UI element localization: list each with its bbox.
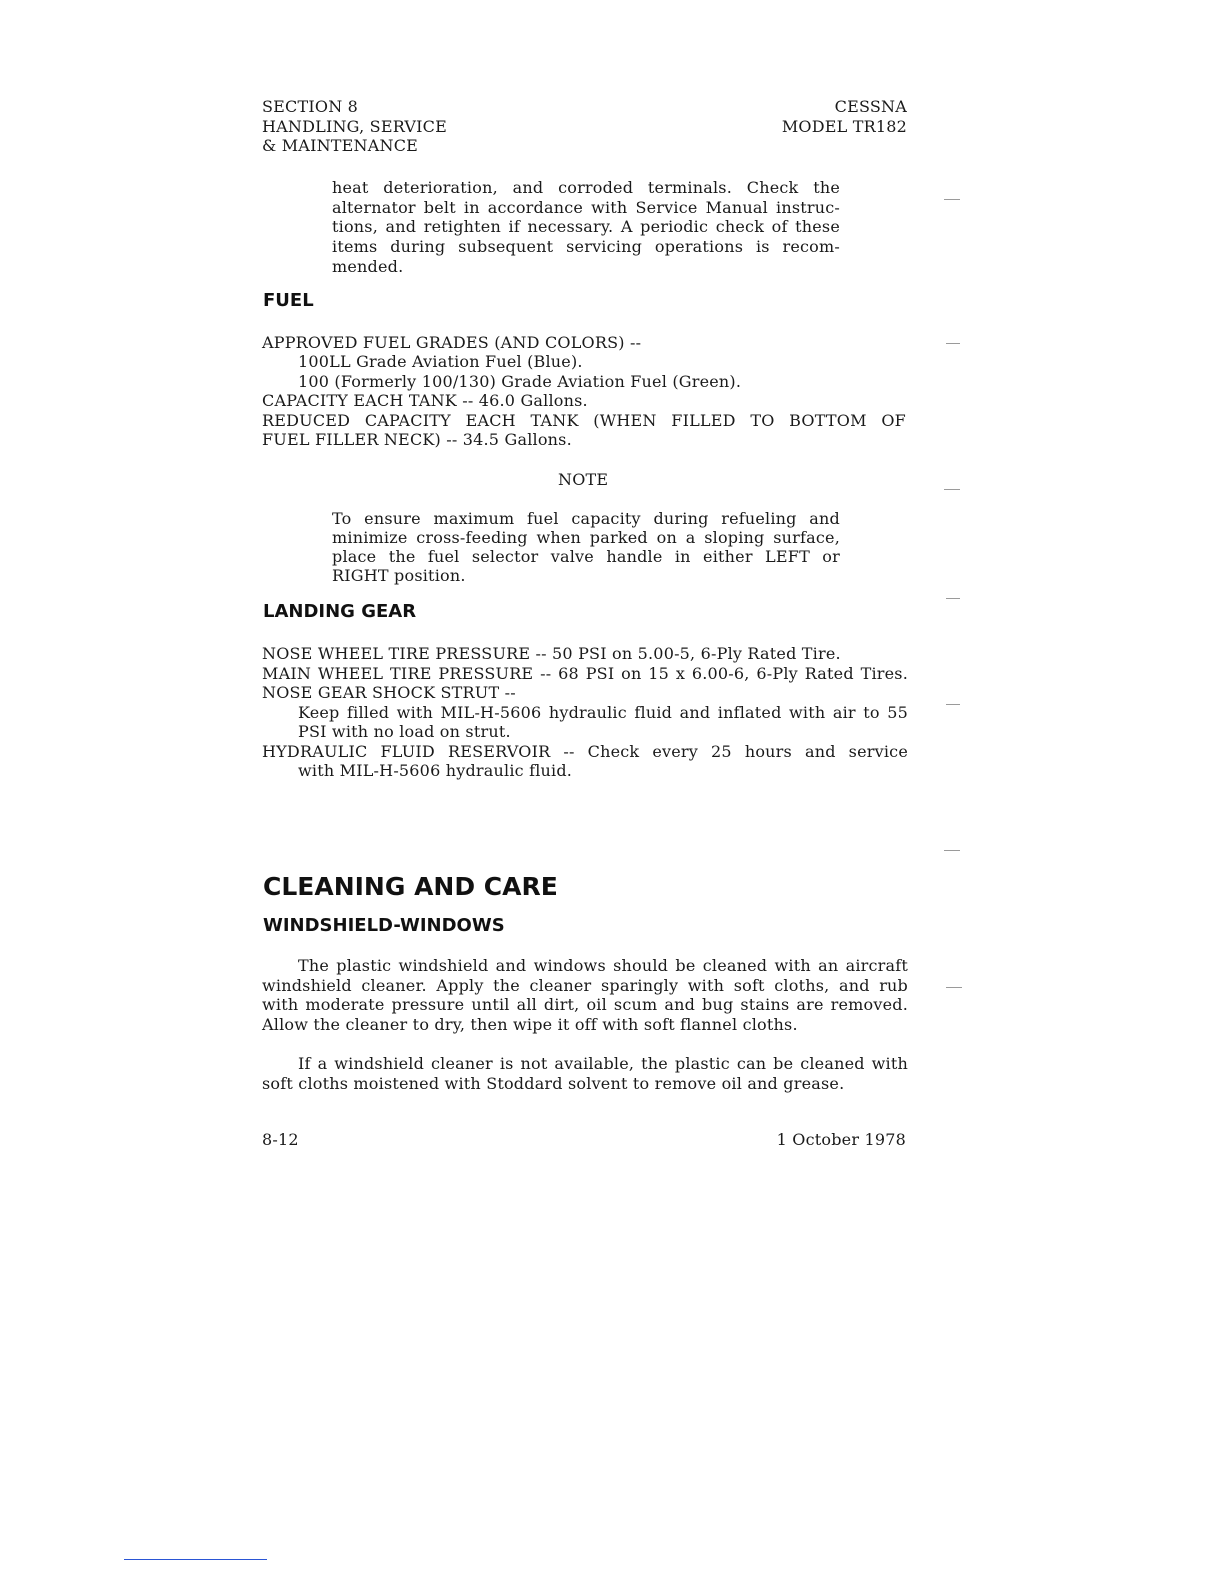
note-line: To ensure maximum fuel capacity during refueling and — [332, 509, 840, 528]
landing-gear-heading: LANDING GEAR — [263, 601, 417, 622]
header-manufacturer: CESSNA — [834, 97, 907, 116]
hydraulic-reservoir-cont: with MIL-H-5606 hydraulic fluid. — [298, 761, 573, 780]
nose-gear-strut-label: NOSE GEAR SHOCK STRUT -- — [262, 683, 516, 702]
intro-line: mended. — [332, 257, 404, 276]
cleaning-para1-line: The plastic windshield and windows should be cleaned with an aircraft — [298, 956, 908, 975]
fuel-capacity: CAPACITY EACH TANK -- 46.0 Gallons. — [262, 391, 588, 410]
intro-line: items during subsequent servicing operations is recom- — [332, 237, 840, 256]
page-number: 8-12 — [262, 1130, 299, 1149]
note-line: RIGHT position. — [332, 566, 466, 585]
windshield-subheading: WINDSHIELD-WINDOWS — [263, 915, 505, 936]
fuel-reduced-capacity: REDUCED CAPACITY EACH TANK (WHEN FILLED TO BOTTOM OF — [262, 411, 906, 430]
fuel-grades-label: APPROVED FUEL GRADES (AND COLORS) -- — [262, 333, 642, 352]
note-line: place the fuel selector valve handle in either LEFT or — [332, 547, 840, 566]
header-model: MODEL TR182 — [781, 117, 907, 136]
fuel-grade-item: 100LL Grade Aviation Fuel (Blue). — [298, 352, 583, 371]
margin-tick-mark — [944, 199, 960, 200]
footer-date: 1 October 1978 — [776, 1130, 906, 1149]
note-line: minimize cross-feeding when parked on a sloping surface, — [332, 528, 840, 547]
header-section-title: HANDLING, SERVICE — [262, 117, 447, 136]
nose-gear-strut-instructions-cont: PSI with no load on strut. — [298, 722, 511, 741]
fuel-grade-item: 100 (Formerly 100/130) Grade Aviation Fuel (Green). — [298, 372, 742, 391]
fuel-reduced-capacity-cont: FUEL FILLER NECK) -- 34.5 Gallons. — [262, 430, 572, 449]
cleaning-heading: CLEANING AND CARE — [263, 872, 558, 901]
header-section-subtitle: & MAINTENANCE — [262, 136, 419, 155]
cleaning-para1-line: Allow the cleaner to dry, then wipe it off with soft flannel cloths. — [262, 1015, 798, 1034]
margin-tick-mark — [946, 987, 962, 988]
cleaning-para2-line: If a windshield cleaner is not available, the plastic can be cleaned with — [298, 1054, 908, 1073]
fuel-heading: FUEL — [263, 290, 314, 311]
cleaning-para1-line: with moderate pressure until all dirt, oil scum and bug stains are removed. — [262, 995, 908, 1014]
nose-wheel-pressure: NOSE WHEEL TIRE PRESSURE -- 50 PSI on 5.00-5, 6-Ply Rated Tire. — [262, 644, 841, 663]
margin-tick-mark — [944, 850, 960, 851]
nose-gear-strut-instructions: Keep filled with MIL-H-5606 hydraulic fluid and inflated with air to 55 — [298, 703, 908, 722]
margin-tick-mark — [944, 489, 960, 490]
bottom-link-underline — [124, 1559, 267, 1560]
main-wheel-pressure: MAIN WHEEL TIRE PRESSURE -- 68 PSI on 15 x 6.00-6, 6-Ply Rated Tires. — [262, 664, 908, 683]
hydraulic-reservoir: HYDRAULIC FLUID RESERVOIR -- Check every 25 hours and service — [262, 742, 908, 761]
margin-tick-mark — [946, 343, 960, 344]
intro-line: alternator belt in accordance with Service Manual instruc- — [332, 198, 840, 217]
cleaning-para2-line: soft cloths moistened with Stoddard solvent to remove oil and grease. — [262, 1074, 845, 1093]
margin-tick-mark — [946, 598, 960, 599]
header-section-label: SECTION 8 — [262, 97, 359, 116]
intro-line: tions, and retighten if necessary. A periodic check of these — [332, 217, 840, 236]
note-title: NOTE — [558, 470, 609, 489]
intro-line: heat deterioration, and corroded terminals. Check the — [332, 178, 840, 197]
cleaning-para1-line: windshield cleaner. Apply the cleaner sparingly with soft cloths, and rub — [262, 976, 908, 995]
margin-tick-mark — [946, 704, 960, 705]
